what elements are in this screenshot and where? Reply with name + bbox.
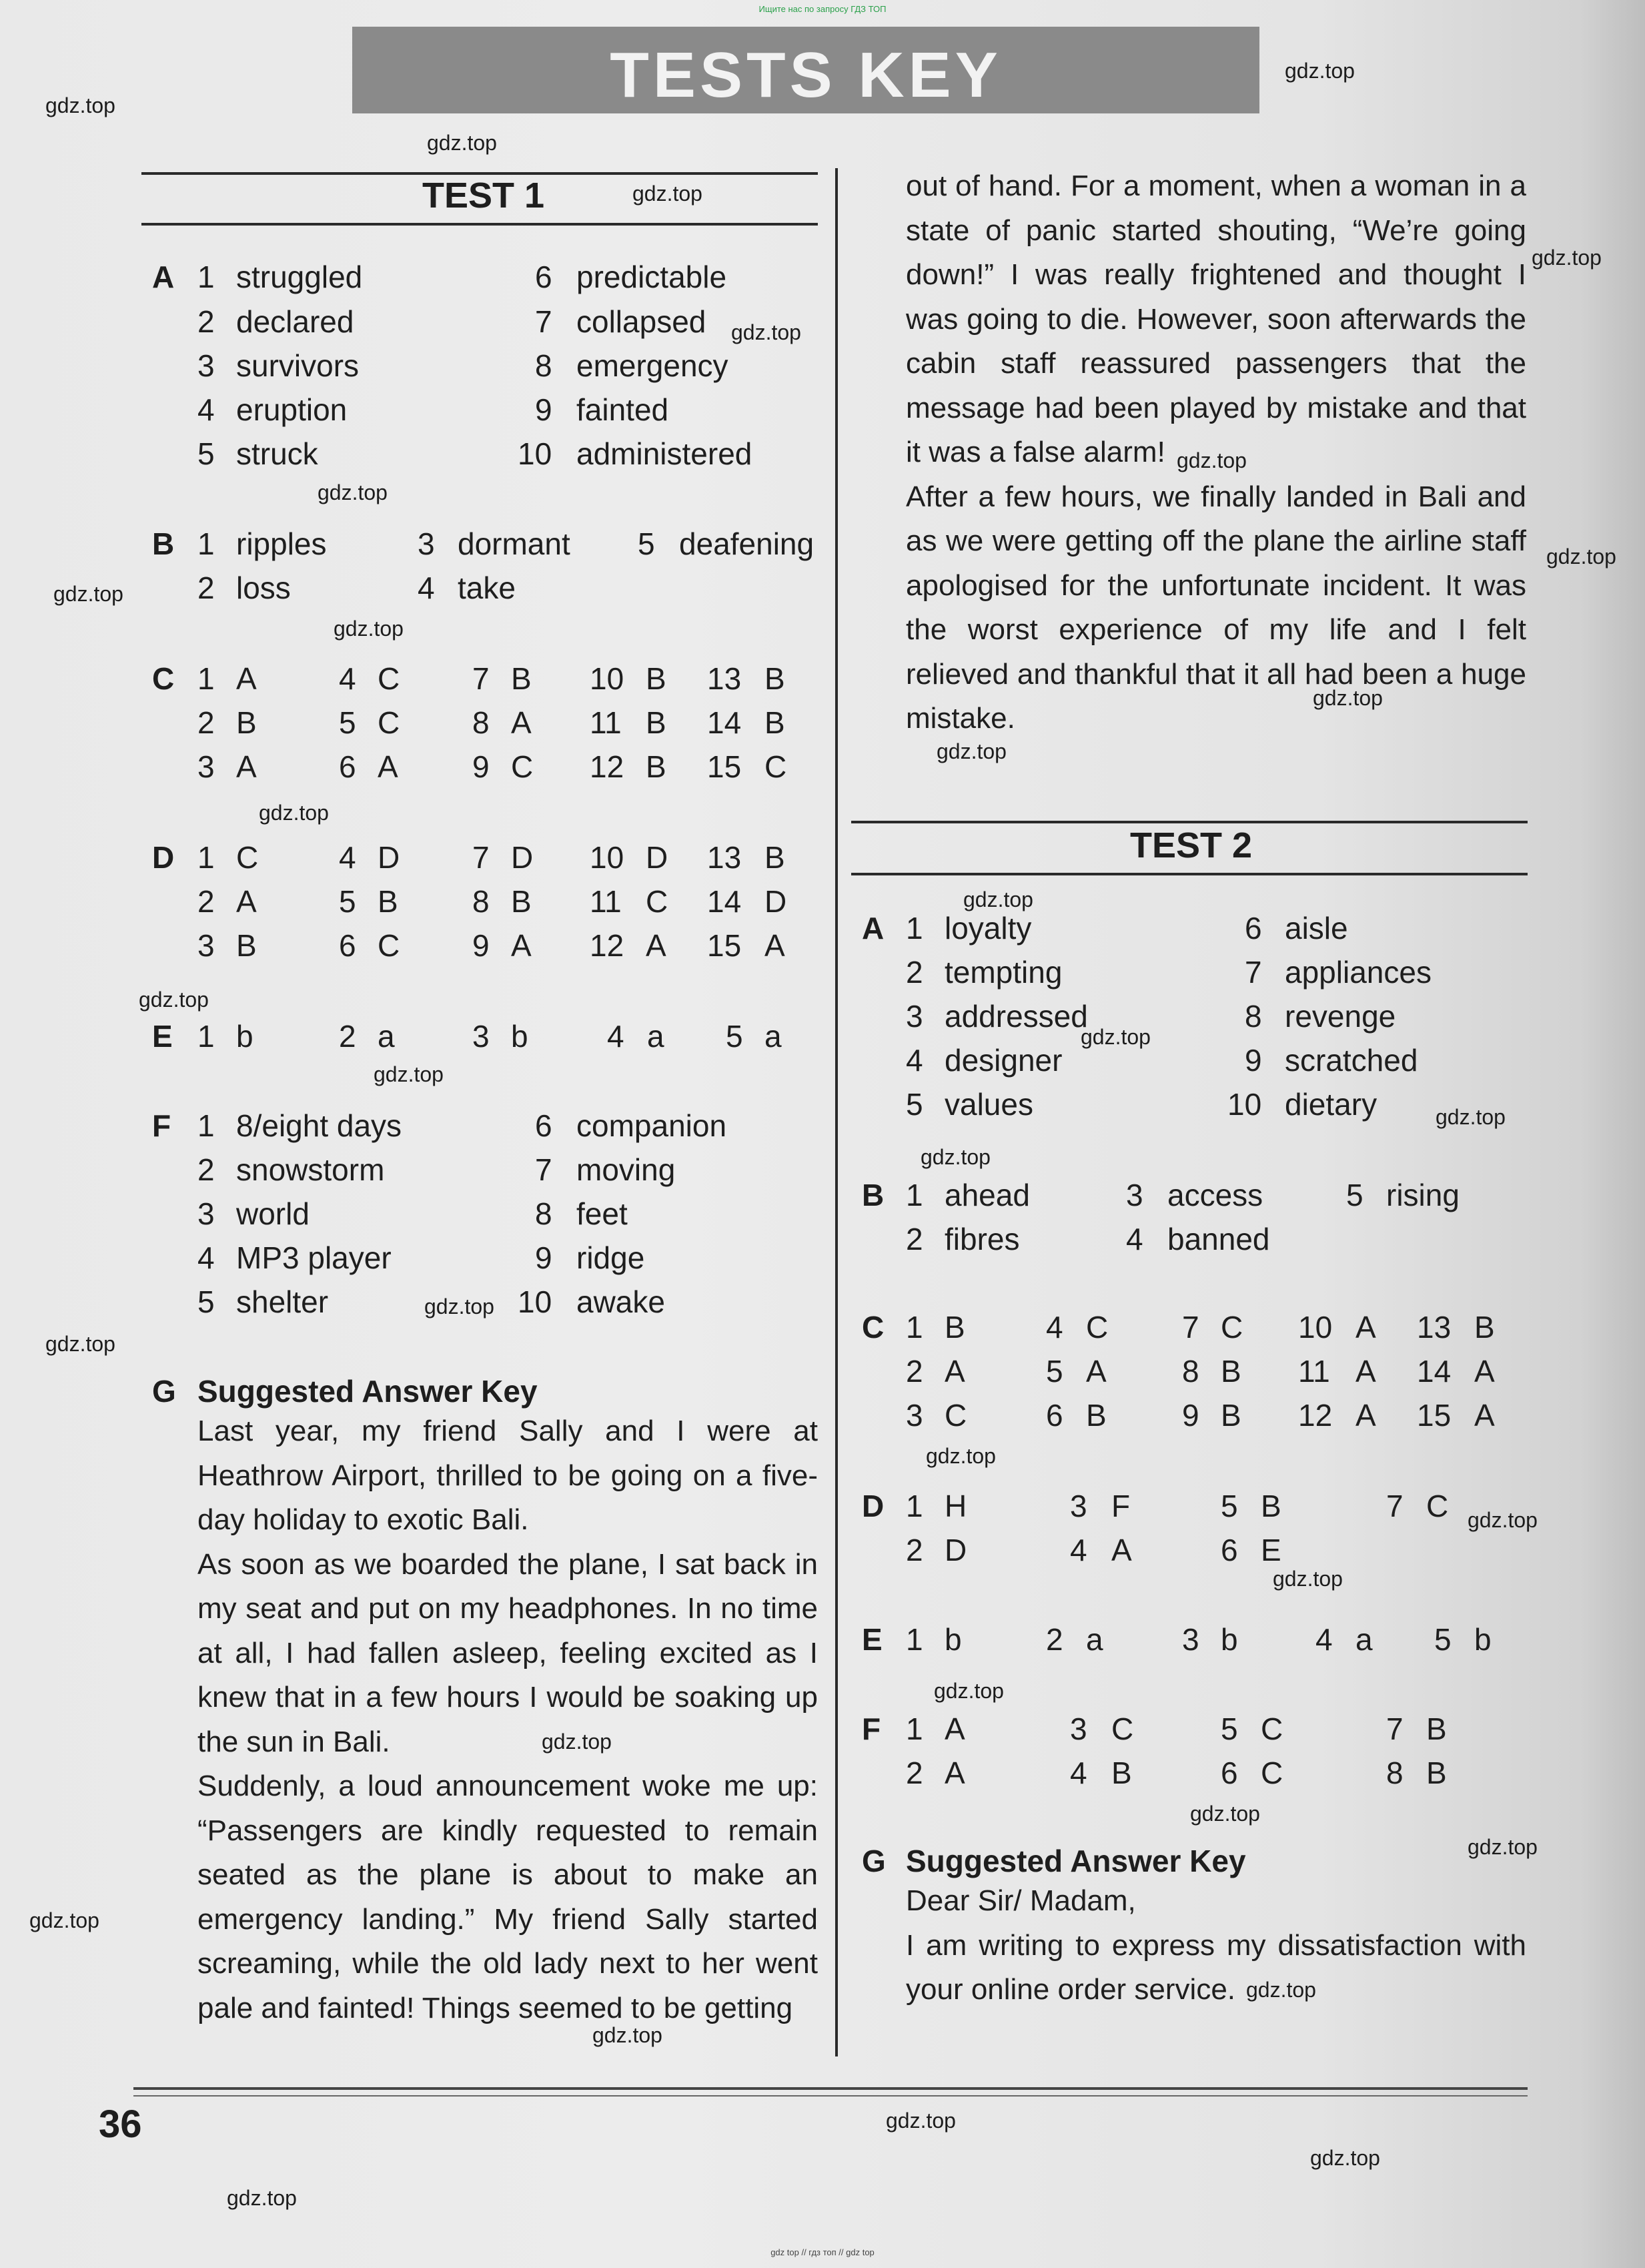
answer-word: appliances: [1285, 955, 1432, 990]
answer-letter: A: [945, 1354, 965, 1389]
item-number: 8: [1182, 1354, 1199, 1389]
answer-word: addressed: [945, 999, 1088, 1034]
item-number: 3: [197, 749, 215, 784]
item-number: 2: [197, 304, 215, 339]
item-number: 2: [906, 1222, 923, 1256]
t2-g-heading: Suggested Answer Key: [906, 1844, 1246, 1878]
test2-title: TEST 2: [1130, 825, 1253, 865]
answer-letter: A: [511, 705, 532, 740]
item-number: 10: [518, 436, 552, 471]
item-number: 8: [1245, 999, 1262, 1034]
answer-letter: a: [1086, 1622, 1103, 1657]
answer-letter: B: [1086, 1398, 1107, 1433]
watermark: gdz.top: [926, 1444, 996, 1468]
answer-letter: B: [764, 840, 785, 875]
test1-rule-bottom: [141, 223, 818, 226]
answer-letter: B: [236, 928, 257, 963]
item-number: 3: [197, 928, 215, 963]
test2-rule-top: [851, 821, 1528, 823]
t2-e-letter: E: [862, 1622, 883, 1657]
item-number: 5: [339, 705, 356, 740]
item-number: 6: [339, 928, 356, 963]
answer-word: deafening: [679, 526, 814, 561]
answer-letter: B: [646, 661, 666, 696]
answer-letter: C: [378, 705, 400, 740]
answer-letter: A: [511, 928, 532, 963]
t1-f-letter: F: [152, 1108, 171, 1143]
letter-paragraph: Dear Sir/ Madam,: [906, 1884, 1136, 1917]
answer-letter: b: [1474, 1622, 1492, 1657]
item-number: 6: [535, 260, 552, 294]
item-number: 2: [197, 705, 215, 740]
watermark: gdz.top: [318, 480, 388, 504]
item-number: 4: [197, 392, 215, 427]
item-number: 7: [1182, 1310, 1199, 1345]
answer-word: take: [458, 571, 516, 605]
answer-letter: C: [378, 928, 400, 963]
answer-word: aisle: [1285, 911, 1348, 946]
page-title: TESTS KEY: [610, 39, 1002, 111]
item-number: 3: [906, 1398, 923, 1433]
answer-letter: A: [1474, 1354, 1495, 1389]
watermark: gdz.top: [53, 582, 123, 606]
answer-word: banned: [1167, 1222, 1270, 1256]
item-number: 3: [472, 1019, 490, 1054]
item-number: 4: [339, 661, 356, 696]
t1-c-letter: C: [152, 661, 175, 696]
item-number: 1: [906, 1712, 923, 1746]
answer-word: shelter: [236, 1284, 329, 1319]
footer-note: gdz top // гдз топ // gdz top: [770, 2247, 875, 2257]
answer-letter: A: [1474, 1398, 1495, 1433]
answer-letter: A: [646, 928, 666, 963]
answer-word: ridge: [576, 1240, 645, 1275]
answer-word: loyalty: [945, 911, 1032, 946]
essay-paragraph: After a few hours, we finally landed in Bali and as we were getting off the plane the airline staff apologised for the unfortunate incident. It was the worst experience of my life and I felt relieved and thankful that it all had been a huge mistake.: [906, 480, 1526, 735]
item-number: 6: [1221, 1533, 1238, 1567]
footer-rule: [133, 2087, 1528, 2097]
watermark: gdz.top: [1190, 1802, 1260, 1826]
test1-title: TEST 1: [422, 175, 545, 216]
answer-letter: D: [378, 840, 400, 875]
answer-letter: A: [378, 749, 398, 784]
item-number: 5: [906, 1087, 923, 1122]
item-number: 5: [1221, 1712, 1238, 1746]
item-number: 4: [418, 571, 435, 605]
watermark: gdz.top: [424, 1294, 494, 1318]
watermark: gdz.top: [1313, 686, 1383, 710]
item-number: 12: [1298, 1398, 1333, 1433]
item-number: 5: [1434, 1622, 1452, 1657]
answer-letter: C: [378, 661, 400, 696]
watermark: gdz.top: [1246, 1978, 1316, 2002]
item-number: 5: [638, 526, 655, 561]
answer-letter: C: [1086, 1310, 1109, 1345]
essay-paragraph: Suddenly, a loud announcement woke me up: “Passengers are kindly requested to remain seated as the plane is about to make an emergency landing.” My friend Sally started screaming, while the old lady next to her went pale and fainted! Things seemed to be getting: [197, 1770, 818, 2024]
answer-letter: C: [764, 749, 787, 784]
item-number: 13: [707, 840, 742, 875]
t2-g-letter-text: [906, 1879, 1526, 2012]
item-number: 2: [1046, 1622, 1063, 1657]
watermark: gdz.top: [731, 320, 801, 344]
item-number: 2: [906, 1533, 923, 1567]
t2-b-letter: B: [862, 1178, 885, 1212]
answer-letter: B: [1111, 1756, 1132, 1790]
answer-letter: b: [945, 1622, 962, 1657]
item-number: 14: [707, 705, 742, 740]
answer-word: collapsed: [576, 304, 706, 339]
item-number: 3: [906, 999, 923, 1034]
answer-word: designer: [945, 1043, 1063, 1078]
item-number: 7: [1245, 955, 1262, 990]
item-number: 9: [1182, 1398, 1199, 1433]
item-number: 14: [1417, 1354, 1452, 1389]
answer-word: scratched: [1285, 1043, 1418, 1078]
answer-letter: E: [1261, 1533, 1281, 1567]
item-number: 1: [197, 260, 215, 294]
answer-letter: A: [945, 1756, 965, 1790]
watermark: gdz.top: [227, 2186, 297, 2210]
answer-word: access: [1167, 1178, 1263, 1212]
item-number: 1: [197, 1019, 215, 1054]
item-number: 6: [1221, 1756, 1238, 1790]
watermark: gdz.top: [1546, 544, 1616, 569]
answer-letter: A: [236, 661, 257, 696]
item-number: 4: [1126, 1222, 1143, 1256]
t1-a-letter: A: [152, 260, 175, 294]
t1-d-letter: D: [152, 840, 175, 875]
answer-letter: C: [1221, 1310, 1243, 1345]
watermark: gdz.top: [963, 887, 1033, 911]
watermark: gdz.top: [592, 2023, 662, 2047]
answer-word: dietary: [1285, 1087, 1378, 1122]
item-number: 6: [535, 1108, 552, 1143]
t1-e-letter: E: [152, 1019, 173, 1054]
answer-letter: A: [236, 749, 257, 784]
watermark: gdz.top: [1532, 246, 1602, 270]
answer-word: declared: [236, 304, 354, 339]
item-number: 3: [1070, 1489, 1087, 1523]
item-number: 2: [197, 1152, 215, 1187]
answer-letter: C: [1261, 1712, 1283, 1746]
answer-letter: b: [236, 1019, 253, 1054]
item-number: 6: [1046, 1398, 1063, 1433]
answer-letter: B: [646, 749, 666, 784]
item-number: 9: [472, 749, 490, 784]
watermark: gdz.top: [259, 801, 329, 825]
answer-word: rising: [1386, 1178, 1460, 1212]
essay-paragraph: Last year, my friend Sally and I were at Heathrow Airport, thrilled to be going on a five-day holiday to exotic Bali.: [197, 1415, 818, 1536]
item-number: 5: [197, 1284, 215, 1319]
item-number: 2: [197, 884, 215, 919]
t1-g-heading: Suggested Answer Key: [197, 1374, 538, 1409]
item-number: 15: [707, 749, 742, 784]
watermark: gdz.top: [1468, 1508, 1538, 1532]
essay-paragraph: out of hand. For a moment, when a woman in a state of panic started shouting, “We’re going down!” I was really frightened and thought I was going to die. However, soon afterwards the cabin staff reassured passengers that the message had been played by mistake and that it was a false alarm!: [906, 169, 1526, 468]
watermark: gdz.top: [334, 617, 404, 641]
watermark: gdz.top: [1177, 448, 1247, 472]
answer-letter: C: [236, 840, 259, 875]
item-number: 14: [707, 884, 742, 919]
watermark: gdz.top: [374, 1062, 444, 1086]
watermark: gdz.top: [542, 1730, 612, 1754]
watermark: gdz.top: [29, 1908, 99, 1932]
item-number: 3: [197, 1196, 215, 1231]
watermark: gdz.top: [1436, 1105, 1506, 1129]
item-number: 1: [197, 661, 215, 696]
answer-letter: D: [945, 1533, 967, 1567]
item-number: 4: [906, 1043, 923, 1078]
watermark: gdz.top: [934, 1679, 1004, 1703]
test2-rule-bottom: [851, 873, 1528, 875]
answer-word: tempting: [945, 955, 1063, 990]
answer-letter: H: [945, 1489, 967, 1523]
item-number: 7: [535, 304, 552, 339]
item-number: 4: [607, 1019, 624, 1054]
answer-word: ripples: [236, 526, 327, 561]
watermark: gdz.top: [1468, 1835, 1538, 1859]
item-number: 3: [418, 526, 435, 561]
item-number: 2: [906, 955, 923, 990]
item-number: 9: [472, 928, 490, 963]
answer-letter: B: [1426, 1712, 1447, 1746]
answer-letter: B: [945, 1310, 965, 1345]
item-number: 2: [906, 1756, 923, 1790]
answer-letter: a: [647, 1019, 664, 1054]
answer-word: administered: [576, 436, 752, 471]
watermark: gdz.top: [921, 1145, 991, 1169]
answer-word: companion: [576, 1108, 727, 1143]
item-number: 7: [1386, 1489, 1404, 1523]
answer-letter: b: [1221, 1622, 1238, 1657]
answer-word: fainted: [576, 392, 669, 427]
item-number: 1: [906, 911, 923, 946]
item-number: 7: [472, 661, 490, 696]
answer-letter: B: [646, 705, 666, 740]
item-number: 1: [906, 1489, 923, 1523]
column-divider: [835, 168, 838, 2056]
item-number: 8: [535, 1196, 552, 1231]
answer-word: struck: [236, 436, 318, 471]
answer-letter: B: [1221, 1354, 1241, 1389]
answer-letter: b: [511, 1019, 528, 1054]
answer-word: eruption: [236, 392, 348, 427]
answer-letter: B: [1426, 1756, 1447, 1790]
item-number: 2: [906, 1354, 923, 1389]
answer-word: emergency: [576, 348, 728, 383]
item-number: 5: [1221, 1489, 1238, 1523]
item-number: 8: [1386, 1756, 1404, 1790]
watermark: gdz.top: [45, 1332, 115, 1356]
item-number: 6: [1245, 911, 1262, 946]
item-number: 5: [339, 884, 356, 919]
answer-letter: a: [1355, 1622, 1373, 1657]
item-number: 4: [1046, 1310, 1063, 1345]
item-number: 4: [339, 840, 356, 875]
answer-word: fibres: [945, 1222, 1020, 1256]
t2-a-letter: A: [862, 911, 885, 946]
answer-letter: A: [1111, 1533, 1132, 1567]
answer-letter: F: [1111, 1489, 1131, 1523]
watermark: gdz.top: [937, 739, 1007, 763]
watermark: gdz.top: [45, 93, 115, 117]
answer-letter: D: [764, 884, 787, 919]
item-number: 13: [1417, 1310, 1452, 1345]
watermark: gdz.top: [139, 988, 209, 1012]
answer-word: loss: [236, 571, 291, 605]
watermark: gdz.top: [632, 181, 702, 206]
answer-word: moving: [576, 1152, 676, 1187]
answer-letter: C: [511, 749, 534, 784]
answer-letter: D: [646, 840, 668, 875]
item-number: 4: [1070, 1756, 1087, 1790]
answer-letter: A: [1355, 1310, 1376, 1345]
item-number: 9: [535, 1240, 552, 1275]
item-number: 15: [707, 928, 742, 963]
answer-letter: A: [236, 884, 257, 919]
item-number: 7: [472, 840, 490, 875]
answer-letter: C: [646, 884, 668, 919]
answer-word: survivors: [236, 348, 360, 383]
answer-letter: B: [1474, 1310, 1495, 1345]
item-number: 2: [339, 1019, 356, 1054]
item-number: 10: [518, 1284, 552, 1319]
item-number: 1: [906, 1310, 923, 1345]
item-number: 7: [535, 1152, 552, 1187]
item-number: 3: [1070, 1712, 1087, 1746]
item-number: 12: [590, 749, 624, 784]
answer-word: struggled: [236, 260, 363, 294]
item-number: 9: [1245, 1043, 1262, 1078]
answer-letter: A: [764, 928, 785, 963]
answer-letter: A: [1355, 1354, 1376, 1389]
item-number: 13: [707, 661, 742, 696]
answer-letter: B: [511, 661, 532, 696]
answer-letter: B: [1261, 1489, 1281, 1523]
watermark: gdz.top: [1081, 1025, 1151, 1049]
t2-c-letter: C: [862, 1310, 885, 1345]
answer-letter: B: [378, 884, 398, 919]
watermark: gdz.top: [427, 131, 497, 155]
answer-word: awake: [576, 1284, 665, 1319]
item-number: 5: [1346, 1178, 1363, 1212]
answer-word: MP3 player: [236, 1240, 392, 1275]
t2-f-letter: F: [862, 1712, 881, 1746]
answer-letter: A: [1086, 1354, 1107, 1389]
item-number: 3: [1126, 1178, 1143, 1212]
answer-word: values: [945, 1087, 1033, 1122]
answer-letter: a: [764, 1019, 782, 1054]
answer-letter: B: [511, 884, 532, 919]
answer-word: feet: [576, 1196, 628, 1231]
item-number: 4: [1070, 1533, 1087, 1567]
answer-letter: C: [945, 1398, 967, 1433]
item-number: 11: [590, 705, 622, 740]
item-number: 10: [590, 661, 624, 696]
item-number: 1: [197, 840, 215, 875]
item-number: 6: [339, 749, 356, 784]
item-number: 8: [535, 348, 552, 383]
item-number: 3: [1182, 1622, 1199, 1657]
answer-letter: B: [764, 661, 785, 696]
item-number: 1: [906, 1622, 923, 1657]
item-number: 1: [197, 526, 215, 561]
answer-letter: A: [945, 1712, 965, 1746]
answer-word: revenge: [1285, 999, 1396, 1034]
item-number: 3: [197, 348, 215, 383]
answer-letter: C: [1111, 1712, 1134, 1746]
answer-letter: D: [511, 840, 534, 875]
item-number: 10: [590, 840, 624, 875]
answer-word: world: [236, 1196, 310, 1231]
item-number: 7: [1386, 1712, 1404, 1746]
answer-word: predictable: [576, 260, 727, 294]
t2-d-letter: D: [862, 1489, 885, 1523]
item-number: 4: [1315, 1622, 1333, 1657]
page-header-bar: [352, 27, 1259, 113]
search-hint: Ищите нас по запросу ГДЗ ТОП: [758, 4, 887, 14]
answer-word: dormant: [458, 526, 570, 561]
item-number: 11: [590, 884, 622, 919]
watermark: gdz.top: [1310, 2146, 1380, 2170]
answer-word: snowstorm: [236, 1152, 385, 1187]
item-number: 2: [197, 571, 215, 605]
answer-letter: C: [1261, 1756, 1283, 1790]
answer-letter: a: [378, 1019, 395, 1054]
t2-g-letter: G: [862, 1844, 886, 1878]
t1-b-letter: B: [152, 526, 175, 561]
item-number: 5: [1046, 1354, 1063, 1389]
item-number: 5: [197, 436, 215, 471]
answer-letter: B: [764, 705, 785, 740]
item-number: 4: [197, 1240, 215, 1275]
essay-paragraph: As soon as we boarded the plane, I sat back in my seat and put on my headphones. In no time at all, I had fallen asleep, feeling excited as I knew that in a few hours I would be soaking up the sun in Bali.: [197, 1547, 818, 1758]
item-number: 10: [1298, 1310, 1333, 1345]
answer-letter: B: [236, 705, 257, 740]
item-number: 10: [1227, 1087, 1262, 1122]
watermark: gdz.top: [1273, 1567, 1343, 1591]
item-number: 5: [726, 1019, 743, 1054]
answer-letter: C: [1426, 1489, 1449, 1523]
item-number: 12: [590, 928, 624, 963]
answer-word: 8/eight days: [236, 1108, 402, 1143]
answer-word: ahead: [945, 1178, 1030, 1212]
answer-letter: B: [1221, 1398, 1241, 1433]
letter-paragraph: I am writing to express my dissatisfaction with your online order service.: [906, 1928, 1526, 2006]
answer-letter: A: [1355, 1398, 1376, 1433]
watermark: gdz.top: [886, 2109, 956, 2133]
page-number: 36: [99, 2103, 142, 2146]
item-number: 11: [1298, 1354, 1330, 1389]
t1-g-letter: G: [152, 1374, 176, 1409]
item-number: 9: [535, 392, 552, 427]
item-number: 1: [906, 1178, 923, 1212]
item-number: 15: [1417, 1398, 1452, 1433]
t1-g-essay: [197, 1409, 818, 2030]
item-number: 8: [472, 884, 490, 919]
item-number: 8: [472, 705, 490, 740]
item-number: 1: [197, 1108, 215, 1143]
watermark: gdz.top: [1285, 59, 1355, 83]
